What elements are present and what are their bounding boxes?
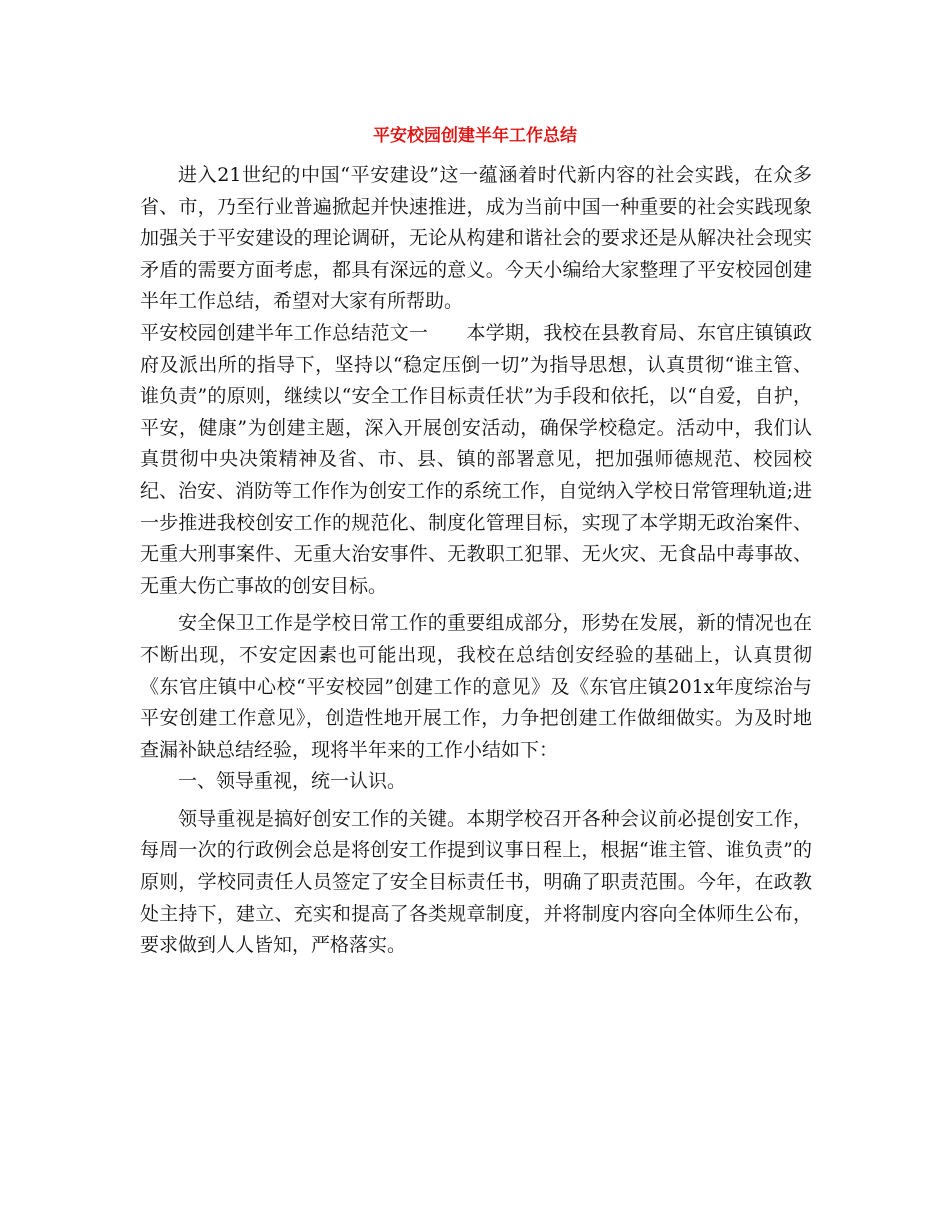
paragraph-leadership: 领导重视是搞好创安工作的关键。本期学校召开各种会议前必提创安工作，每周一次的行政例会总是将创安工作提到议事日程上，根据“谁主管、谁负责”的原则，学校同责任人员签定了安全目标责任书，明确了职责范围。今年，在政教处主持下，建立、充实和提高了各类规章制度，并将制度内容向全体师生公布，要求做到人人皆知，严格落实。	[140, 807, 812, 957]
document-title: 平安校园创建半年工作总结	[373, 126, 577, 146]
paragraph-intro: 进入21世纪的中国“平安建设”这一蕴涵着时代新内容的社会实践，在众多省、市，乃至行业普遍掀起并快速推进，成为当前中国一种重要的社会实践现象加强关于平安建设的理论调研，无论从构建和谐社会的要求还是从解决社会现实矛盾的需要方面考虑，都具有深远的意义。今天小编给大家整理了平安校园创建半年工作总结，希望对大家有所帮助。	[140, 164, 812, 313]
section-heading-leadership: 一、领导重视，统一认识。	[178, 770, 407, 793]
paragraph-security-work: 安全保卫工作是学校日常工作的重要组成部分，形势在发展，新的情况也在不断出现，不安定因素也可能出现，我校在总结创安经验的基础上，认真贯彻《东官庄镇中心校“平安校园”创建工作的意见》及《东官庄镇201x年度综治与平安创建工作意见》，创造性地开展工作，力争把创建工作做细做实。为及时地查漏补缺总结经验，现将半年来的工作小结如下：	[140, 612, 812, 761]
paragraph-sample-one: 平安校园创建半年工作总结范文一 本学期，我校在县教育局、东官庄镇镇政府及派出所的指导下，坚持以“稳定压倒一切”为指导思想，认真贯彻“谁主管、谁负责”的原则，继续以“安全工作目标责任状”为手段和依托，以“自爱，自护，平安，健康”为创建主题，深入开展创安活动，确保学校稳定。活动中，我们认真贯彻中央决策精神及省、市、县、镇的部署意见，把加强师德规范、校园校纪、治安、消防等工作作为创安工作的系统工作，自觉纳入学校日常管理轨道;进一步推进我校创安工作的规范化、制度化管理目标，实现了本学期无政治案件、无重大刑事案件、无重大治安事件、无教职工犯罪、无火灾、无食品中毒事故、无重大伤亡事故的创安目标。	[140, 321, 812, 597]
document-body	[140, 160, 812, 962]
